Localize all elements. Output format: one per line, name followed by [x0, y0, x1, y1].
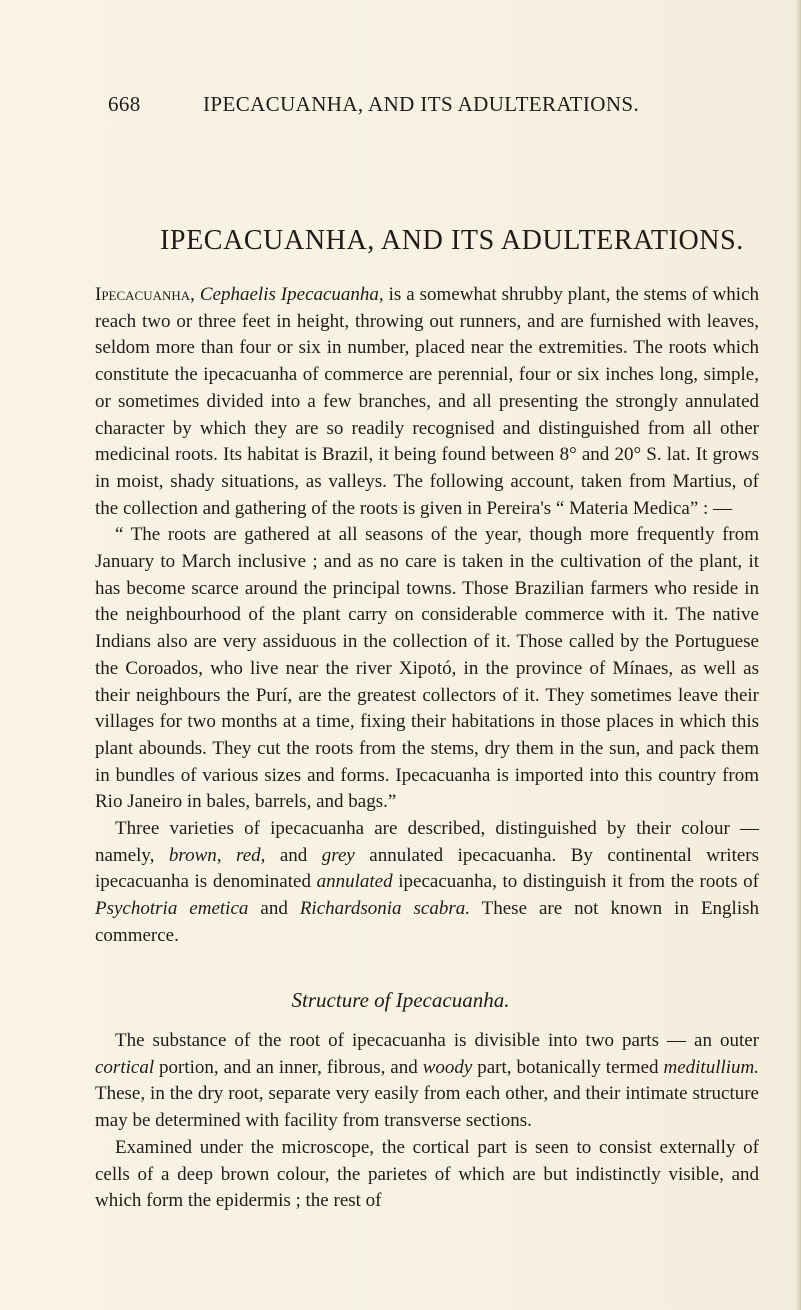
cortical-term: cortical — [95, 1056, 155, 1078]
structure-text-2: portion, and an inner, fibrous, and — [159, 1056, 418, 1078]
annulated-term: annulated — [316, 871, 393, 893]
section-heading: Structure of Ipecacuanha. — [291, 988, 510, 1012]
variety-brown: brown, — [168, 844, 222, 866]
varieties-text-3: annulated ipecacuanha. By continental writers ipecacuanha is denominated — [95, 844, 759, 893]
page-edge — [793, 0, 801, 1310]
meditullium-term: meditullium. — [663, 1056, 760, 1078]
varieties-text-2: and — [279, 844, 308, 866]
varieties-text-5: and — [260, 898, 288, 920]
body-text-lower — [95, 1028, 759, 1215]
structure-text-1: The substance of the root of ipecacuanha is divisible into two parts — an outer — [115, 1030, 759, 1051]
intro-paragraph — [95, 282, 759, 522]
psychotria-name: Psychotria emetica — [95, 898, 249, 920]
article-title: IPECACUANHA, AND ITS ADULTERATIONS. — [160, 225, 744, 256]
quote-text: “ The roots are gathered at all seasons of the year, though more frequently from January to March inclusive ; and as no care is taken in the cultivation of the plant, it has become scarce around the principal towns. Those Brazilian farmers who reside in the neighbourhood of the plant carry on considerable commerce with it. The native Indians also are very assiduous in the collection of it. Those called by the Portuguese the Coroados, who live near the river Xipotó, in the province of Mínaes, as well as their neighbours the Purí, are the greatest collectors of it. They sometimes leave their villages for two months at a time, fixing their habitations in those places in which this plant abounds. They cut the roots from the stems, dry them in the sun, and pack them in bundles of various sizes and forms. Ipecacuanha is imported into this country from Rio Janeiro in bales, barrels, and bags.” — [95, 524, 759, 813]
intro-text: is a somewhat shrubby plant, the stems of which reach two or three feet in height, throwing out runners, and are furnished with leaves, seldom more than four or six in number, placed near the extremities. The roots which constitute the ipecacuanha of commerce are perennial, four or six inches long, simple, or sometimes divided into a few branches, and all presenting the strongly annulated character by which they are so readily recognised and distinguished from all other medicinal roots. Its habitat is Brazil, it being found between 8° and 20° S. lat. It grows in moist, shady situations, as valleys. The following account, taken from Martius, of the collection and gathering of the roots is given in Pereira's “ Materia Medica” : — — [95, 284, 760, 519]
quote-paragraph — [95, 522, 759, 816]
varieties-text-4: ipecacuanha, to distinguish it from the roots of — [398, 871, 760, 893]
variety-grey: grey — [321, 844, 355, 866]
running-head-title: IPECACUANHA, AND ITS ADULTERATIONS. — [203, 92, 640, 116]
body-text-upper — [95, 282, 759, 950]
page-number: 668 — [108, 92, 141, 116]
varieties-text-6: These are not known in English commerce. — [95, 898, 759, 946]
lead-species: Cephaelis Ipecacuanha, — [199, 284, 384, 305]
woody-term: woody — [422, 1056, 473, 1078]
lead-word: Ipecacuanha, — [95, 284, 195, 305]
structure-text-4: These, in the dry root, separate very easily from each other, and their intimate structure may be determined with facility from transverse sections. — [95, 1083, 759, 1132]
microscope-paragraph — [95, 1135, 759, 1215]
running-head — [108, 92, 768, 122]
variety-red: red, — [236, 844, 266, 866]
structure-paragraph — [95, 1028, 759, 1135]
varieties-text-1: Three varieties of ipecacuanha are described, distinguished by their colour — namely, — [95, 818, 759, 866]
microscope-text: Examined under the microscope, the cortical part is seen to consist externally of cells of a deep brown colour, the parietes of which are but indistinctly visible, and which form the epidermis ; the rest of — [95, 1136, 759, 1212]
richardsonia-name: Richardsonia scabra. — [299, 898, 470, 920]
structure-text-3: part, botanically termed — [477, 1056, 659, 1078]
varieties-paragraph — [95, 816, 759, 950]
